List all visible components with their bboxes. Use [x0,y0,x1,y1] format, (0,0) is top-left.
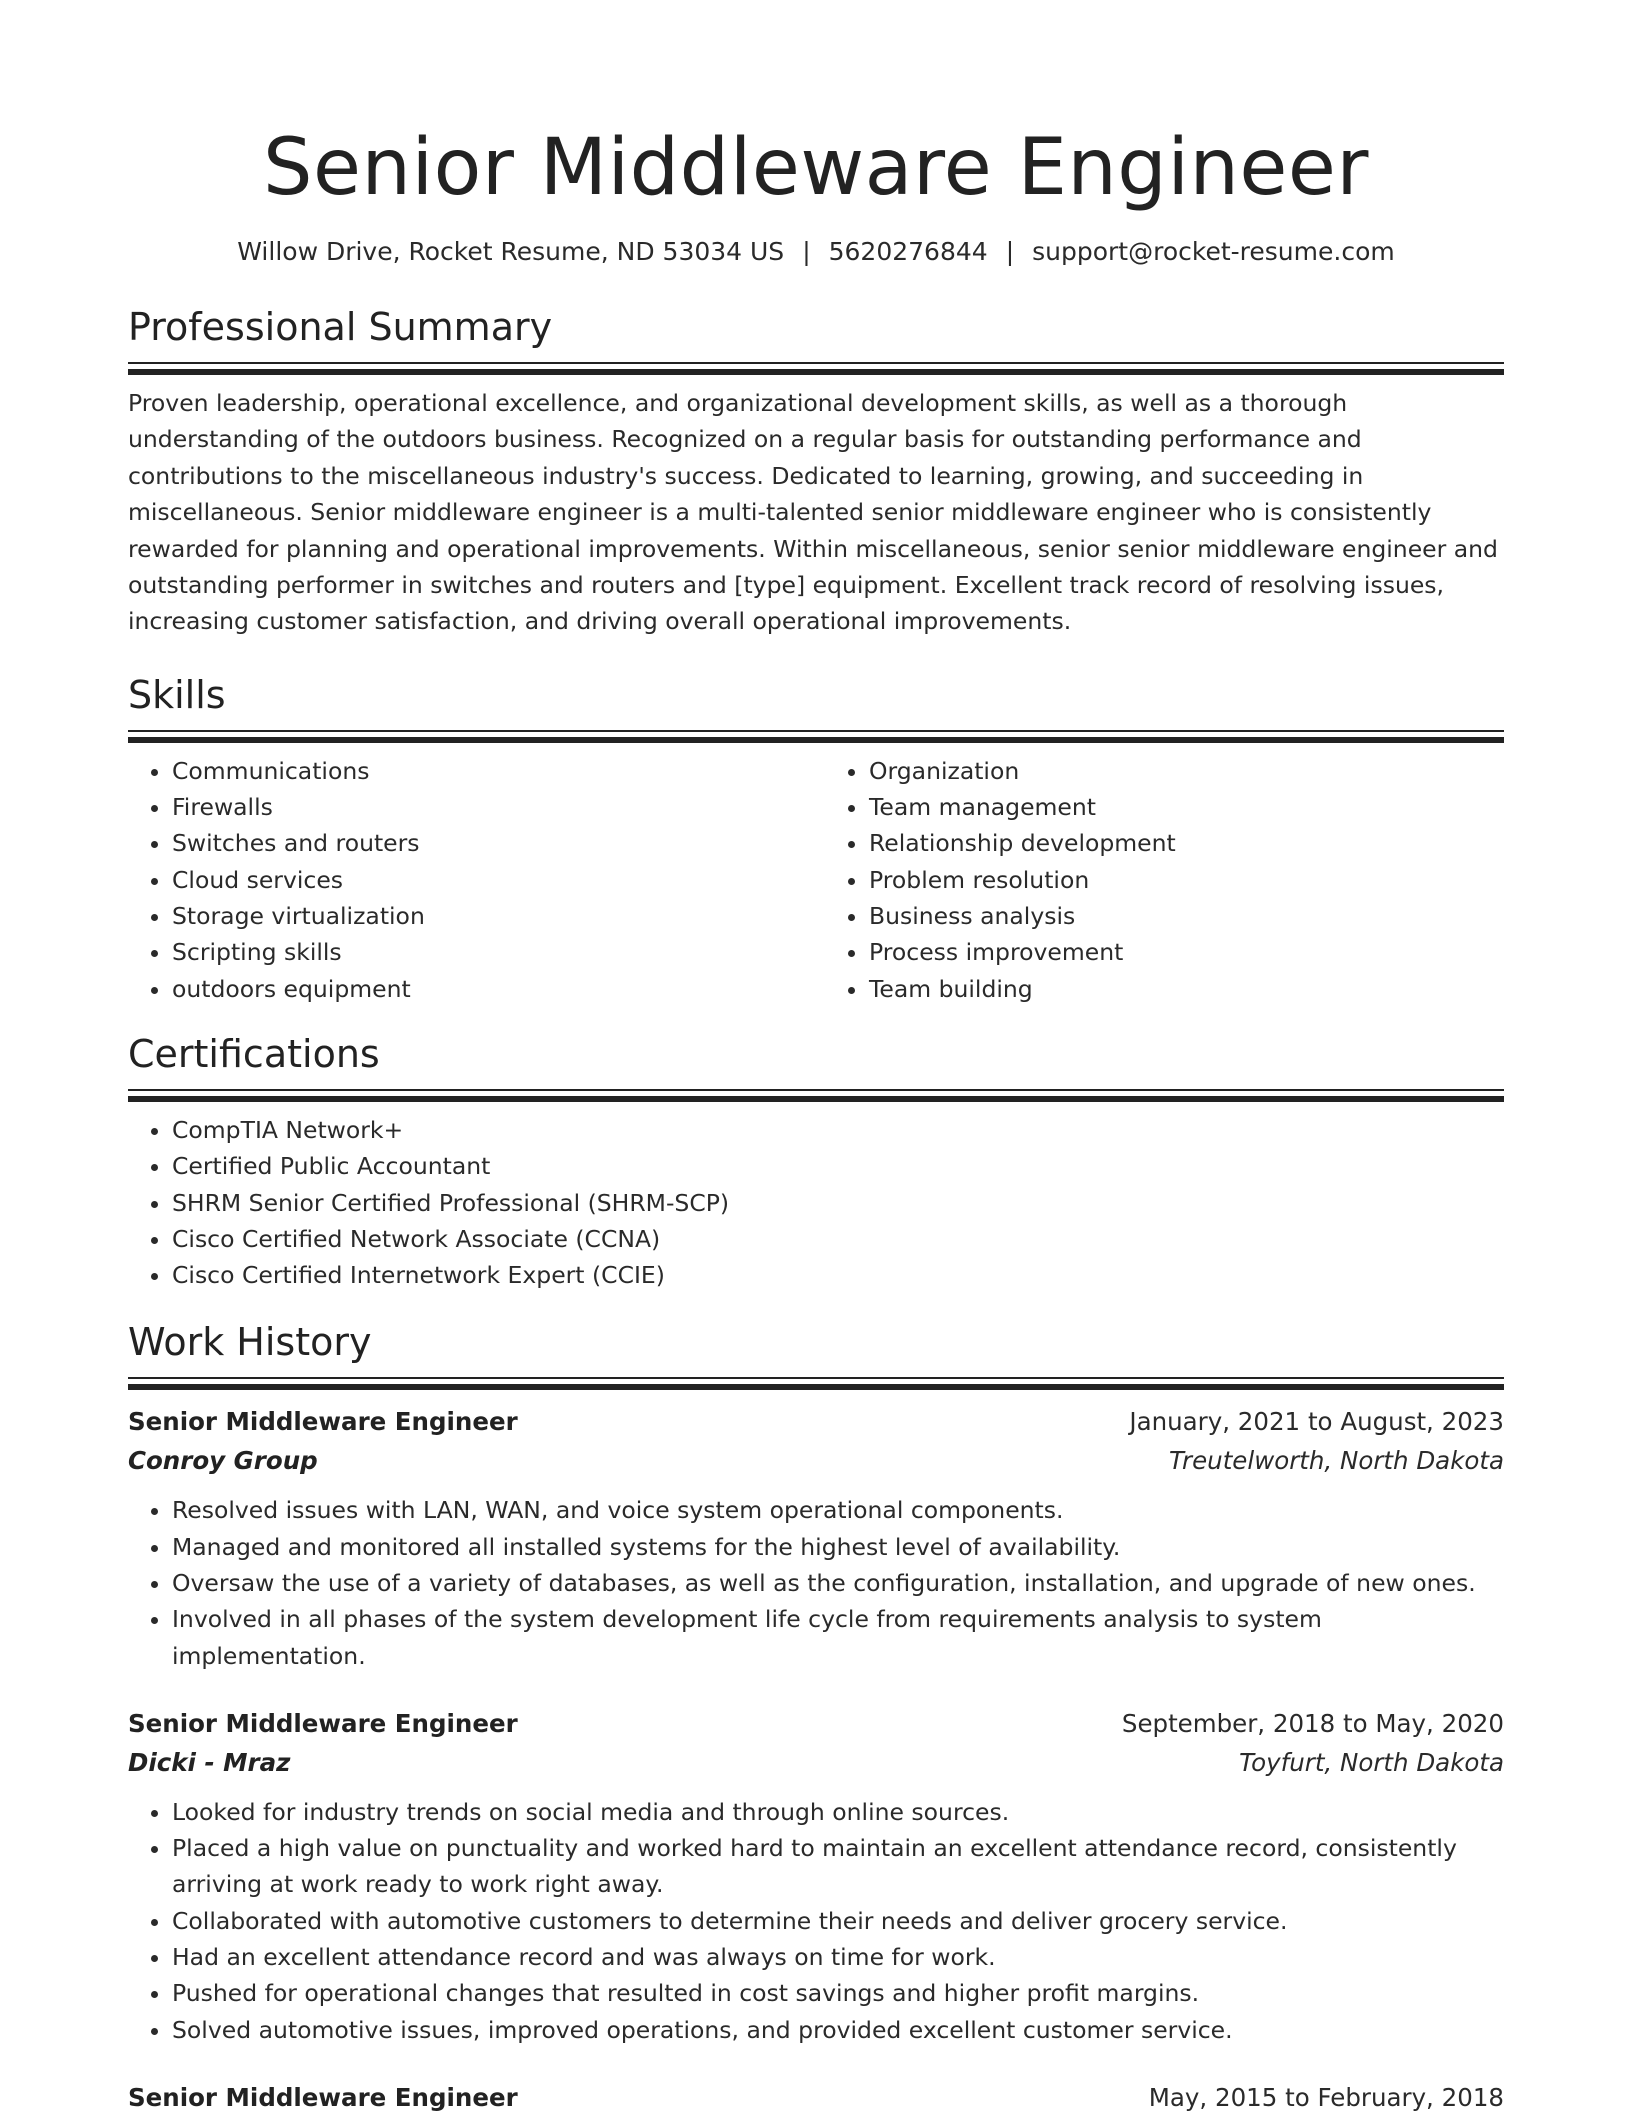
section-divider [128,1377,1504,1390]
job-entry [128,1704,1504,2048]
contact-separator: | [802,237,811,266]
section-heading-skills: Skills [128,672,226,717]
certification-item: • Cisco Certified Internetwork Expert (CCIE) [172,1257,1504,1293]
skills-section [128,670,1504,1007]
job-bullet: • Collaborated with automotive customers to determine their needs and deliver grocery service. [172,1903,1504,1939]
summary-text: Proven leadership, operational excellence, and organizational development skills, as well as a thorough understanding of the outdoors business. Recognized on a regular basis for outstanding performance and contributions to the miscellaneous industry's success. Dedicated to learning, growing, and succeeding in miscellaneous. Senior middleware engineer is a multi-talented senior middleware engineer who is consistently rewarded for planning and operational improvements. Within miscellaneous, senior senior middleware engineer and outstanding performer in switches and routers and [type] equipment. Excellent track record of resolving issues, increasing customer satisfaction, and driving overall operational improvements. [128,389,1498,636]
certification-item: • SHRM Senior Certified Professional (SHRM-SCP) [172,1185,1504,1221]
skill-item: • Switches and routers [172,825,816,861]
certifications-section [128,1029,1504,1293]
contact-separator: | [1005,237,1015,266]
section-heading-work-history: Work History [128,1320,372,1365]
job-company-row [128,1441,1504,1480]
certifications-list [128,1112,1504,1293]
section-divider [128,730,1504,743]
job-header-row [128,2078,1504,2117]
skill-item: • Team building [869,971,1504,1007]
job-location: Treutelworth, North Dakota [1168,1446,1504,1476]
certification-item: • CompTIA Network+ [172,1112,1504,1148]
skills-list-left [128,753,816,1007]
job-bullet: • Placed a high value on punctuality and worked hard to maintain an excellent attendance record, consistently arriving at work ready to work right away. [172,1830,1504,1903]
skill-item: • Firewalls [172,789,816,825]
job-bullet: • Looked for industry trends on social media and through online sources. [172,1794,1504,1830]
contact-email[interactable]: support@rocket-resume.com [1032,237,1395,266]
candidate-name: Senior Middleware Engineer [263,123,1369,213]
section-divider [128,1089,1504,1102]
summary-section [128,302,1504,640]
skill-item: • Team management [869,789,1504,825]
job-header-row [128,1402,1504,1441]
contact-line [128,234,1504,270]
job-company-row [128,1743,1504,1782]
resume-page [128,0,1504,2117]
skills-grid [128,743,1504,1007]
job-location: Toyfurt, North Dakota [1239,1747,1504,1777]
skill-item: • Problem resolution [869,862,1504,898]
job-bullet: • Had an excellent attendance record and was always on time for work. [172,1939,1504,1975]
job-title: Senior Middleware Engineer [128,1407,518,1437]
contact-address: Willow Drive, Rocket Resume, ND 53034 US [237,237,785,266]
job-bullet: • Managed and monitored all installed systems for the highest level of availability. [172,1529,1504,1565]
contact-phone: 5620276844 [828,237,988,266]
job-bullets [128,1794,1504,2048]
job-company: Dicki - Mraz [128,1747,291,1777]
skills-list-right [816,753,1504,1007]
skill-item: • Process improvement [869,934,1504,970]
job-bullet: • Involved in all phases of the system development life cycle from requirements analysis to system implementation. [172,1601,1504,1674]
skill-item: • Storage virtualization [172,898,816,934]
job-title: Senior Middleware Engineer [128,2082,518,2112]
skill-item: • outdoors equipment [172,971,816,1007]
skill-item: • Scripting skills [172,934,816,970]
job-header-row [128,1704,1504,1743]
skill-item: • Organization [869,753,1504,789]
job-bullet: • Resolved issues with LAN, WAN, and voice system operational components. [172,1492,1504,1528]
job-bullet: • Pushed for operational changes that resulted in cost savings and higher profit margins. [172,1975,1504,2011]
job-bullets [128,1492,1504,1673]
skill-item: • Relationship development [869,825,1504,861]
section-divider [128,362,1504,375]
work-history-section [128,1317,1504,2117]
job-dates: September, 2018 to May, 2020 [1121,1708,1504,1738]
certification-item: • Certified Public Accountant [172,1148,1504,1184]
job-dates: May, 2015 to February, 2018 [1148,2082,1504,2112]
job-entry [128,1402,1504,1673]
section-heading-certifications: Certifications [128,1031,380,1076]
job-bullet: • Solved automotive issues, improved operations, and provided excellent customer service. [172,2012,1504,2048]
job-bullet: • Oversaw the use of a variety of databases, as well as the configuration, installation, and upgrade of new ones. [172,1565,1504,1601]
section-heading-summary: Professional Summary [128,305,553,349]
skill-item: • Business analysis [869,898,1504,934]
job-entry [128,2078,1504,2117]
skill-item: • Communications [172,753,816,789]
certification-item: • Cisco Certified Network Associate (CCNA) [172,1221,1504,1257]
job-title: Senior Middleware Engineer [128,1708,518,1738]
skill-item: • Cloud services [172,862,816,898]
job-company: Conroy Group [128,1446,318,1476]
job-dates: January, 2021 to August, 2023 [1129,1407,1504,1437]
